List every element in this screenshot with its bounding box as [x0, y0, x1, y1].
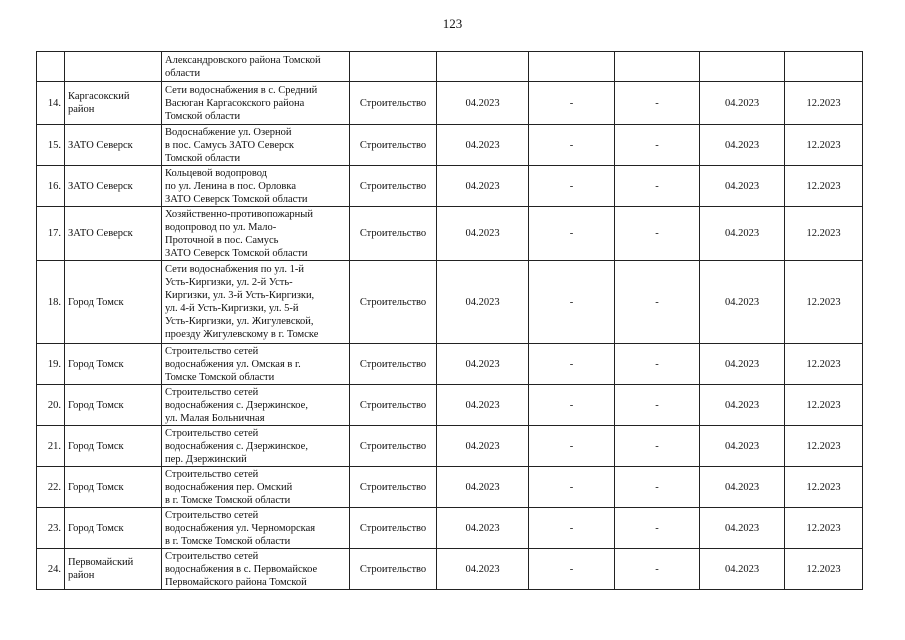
- num-cell: 14.: [37, 82, 65, 125]
- date-cell: 04.2023: [437, 426, 529, 467]
- table-row-carry-over: [37, 52, 863, 82]
- start-date-cell: 04.2023: [700, 261, 785, 344]
- work-type-cell: Строительство: [350, 508, 437, 549]
- work-type-cell: Строительство: [350, 344, 437, 385]
- dash-cell: -: [615, 344, 700, 385]
- district-cell: ЗАТО Северск: [65, 207, 162, 261]
- end-date-cell: [785, 52, 863, 82]
- start-date-cell: 04.2023: [700, 426, 785, 467]
- table-row: [37, 82, 863, 125]
- num-cell: 18.: [37, 261, 65, 344]
- work-type-cell: Строительство: [350, 82, 437, 125]
- work-type-cell: Строительство: [350, 207, 437, 261]
- table-body: [37, 52, 863, 590]
- dash-cell: -: [615, 508, 700, 549]
- object-cell: Строительство сетей водоснабжения с. Дзержинское, ул. Малая Больничная: [162, 385, 350, 426]
- district-cell: Город Томск: [65, 426, 162, 467]
- work-type-cell: Строительство: [350, 549, 437, 590]
- dash-cell: -: [529, 344, 615, 385]
- projects-table: [36, 51, 863, 590]
- end-date-cell: 12.2023: [785, 508, 863, 549]
- district-cell: [65, 52, 162, 82]
- end-date-cell: 12.2023: [785, 549, 863, 590]
- district-cell: ЗАТО Северск: [65, 125, 162, 166]
- work-type-cell: Строительство: [350, 467, 437, 508]
- district-cell: Город Томск: [65, 508, 162, 549]
- start-date-cell: 04.2023: [700, 82, 785, 125]
- dash-cell: -: [529, 426, 615, 467]
- object-cell: Сети водоснабжения по ул. 1-й Усть-Киргизки, ул. 2-й Усть- Киргизки, ул. 3-й Усть-Киргизки, ул. 4-й Усть-Киргизки, ул. 5-й Усть-Киргизки, ул. Жигулевской, проезду Жигулевскому в г. Томске: [162, 261, 350, 344]
- dash-cell: -: [529, 261, 615, 344]
- end-date-cell: 12.2023: [785, 467, 863, 508]
- object-cell: Строительство сетей водоснабжения ул. Черноморская в г. Томске Томской области: [162, 508, 350, 549]
- work-type-cell: Строительство: [350, 426, 437, 467]
- dash-cell: -: [615, 82, 700, 125]
- object-cell: Александровского района Томской области: [162, 52, 350, 82]
- date-cell: 04.2023: [437, 125, 529, 166]
- district-cell: Город Томск: [65, 344, 162, 385]
- num-cell: [37, 52, 65, 82]
- start-date-cell: 04.2023: [700, 385, 785, 426]
- num-cell: 22.: [37, 467, 65, 508]
- work-type-cell: Строительство: [350, 385, 437, 426]
- dash-cell: -: [529, 467, 615, 508]
- dash-cell: -: [529, 82, 615, 125]
- date-cell: 04.2023: [437, 549, 529, 590]
- district-cell: Город Томск: [65, 261, 162, 344]
- end-date-cell: 12.2023: [785, 426, 863, 467]
- dash-cell: -: [529, 207, 615, 261]
- num-cell: 20.: [37, 385, 65, 426]
- date-cell: 04.2023: [437, 467, 529, 508]
- district-cell: ЗАТО Северск: [65, 166, 162, 207]
- work-type-cell: Строительство: [350, 166, 437, 207]
- start-date-cell: 04.2023: [700, 125, 785, 166]
- end-date-cell: 12.2023: [785, 125, 863, 166]
- table-row: [37, 166, 863, 207]
- district-cell: Город Томск: [65, 467, 162, 508]
- object-cell: Строительство сетей водоснабжения в с. Первомайское Первомайского района Томской: [162, 549, 350, 590]
- dash-cell: -: [615, 207, 700, 261]
- dash-cell: -: [529, 549, 615, 590]
- table-row: [37, 344, 863, 385]
- dash-cell: -: [615, 125, 700, 166]
- start-date-cell: [700, 52, 785, 82]
- num-cell: 17.: [37, 207, 65, 261]
- date-cell: 04.2023: [437, 385, 529, 426]
- date-cell: 04.2023: [437, 261, 529, 344]
- object-cell: Строительство сетей водоснабжения пер. Омский в г. Томске Томской области: [162, 467, 350, 508]
- start-date-cell: 04.2023: [700, 207, 785, 261]
- table-row: [37, 467, 863, 508]
- dash-cell: -: [529, 385, 615, 426]
- dash-cell: -: [615, 549, 700, 590]
- object-cell: Хозяйственно-противопожарный водопровод по ул. Мало- Проточной в пос. Самусь ЗАТО Северск Томской области: [162, 207, 350, 261]
- table-row: [37, 549, 863, 590]
- object-cell: Строительство сетей водоснабжения с. Дзержинское, пер. Дзержинский: [162, 426, 350, 467]
- end-date-cell: 12.2023: [785, 261, 863, 344]
- work-type-cell: [350, 52, 437, 82]
- end-date-cell: 12.2023: [785, 166, 863, 207]
- num-cell: 21.: [37, 426, 65, 467]
- table-row: [37, 261, 863, 344]
- dash-cell: -: [615, 166, 700, 207]
- table-row: [37, 426, 863, 467]
- start-date-cell: 04.2023: [700, 344, 785, 385]
- start-date-cell: 04.2023: [700, 508, 785, 549]
- table-row: [37, 125, 863, 166]
- table-row: [37, 385, 863, 426]
- dash-cell: -: [529, 166, 615, 207]
- num-cell: 16.: [37, 166, 65, 207]
- start-date-cell: 04.2023: [700, 467, 785, 508]
- num-cell: 15.: [37, 125, 65, 166]
- table-row: [37, 207, 863, 261]
- dash-cell: -: [615, 426, 700, 467]
- end-date-cell: 12.2023: [785, 207, 863, 261]
- district-cell: Город Томск: [65, 385, 162, 426]
- dash-cell: [529, 52, 615, 82]
- start-date-cell: 04.2023: [700, 166, 785, 207]
- dash-cell: -: [615, 467, 700, 508]
- object-cell: Водоснабжение ул. Озерной в пос. Самусь ЗАТО Северск Томской области: [162, 125, 350, 166]
- num-cell: 23.: [37, 508, 65, 549]
- page-number: 123: [442, 16, 463, 31]
- dash-cell: -: [529, 508, 615, 549]
- num-cell: 19.: [37, 344, 65, 385]
- table-row: [37, 508, 863, 549]
- num-cell: 24.: [37, 549, 65, 590]
- date-cell: 04.2023: [437, 344, 529, 385]
- date-cell: [437, 52, 529, 82]
- dash-cell: -: [615, 261, 700, 344]
- work-type-cell: Строительство: [350, 261, 437, 344]
- date-cell: 04.2023: [437, 82, 529, 125]
- object-cell: Кольцевой водопровод по ул. Ленина в пос. Орловка ЗАТО Северск Томской области: [162, 166, 350, 207]
- district-cell: Первомайский район: [65, 549, 162, 590]
- dash-cell: -: [529, 125, 615, 166]
- object-cell: Строительство сетей водоснабжения ул. Омская в г. Томске Томской области: [162, 344, 350, 385]
- date-cell: 04.2023: [437, 166, 529, 207]
- date-cell: 04.2023: [437, 508, 529, 549]
- work-type-cell: Строительство: [350, 125, 437, 166]
- date-cell: 04.2023: [437, 207, 529, 261]
- dash-cell: -: [615, 385, 700, 426]
- end-date-cell: 12.2023: [785, 344, 863, 385]
- object-cell: Сети водоснабжения в с. Средний Васюган Каргасокского района Томской области: [162, 82, 350, 125]
- district-cell: Каргасокский район: [65, 82, 162, 125]
- dash-cell: [615, 52, 700, 82]
- end-date-cell: 12.2023: [785, 82, 863, 125]
- end-date-cell: 12.2023: [785, 385, 863, 426]
- start-date-cell: 04.2023: [700, 549, 785, 590]
